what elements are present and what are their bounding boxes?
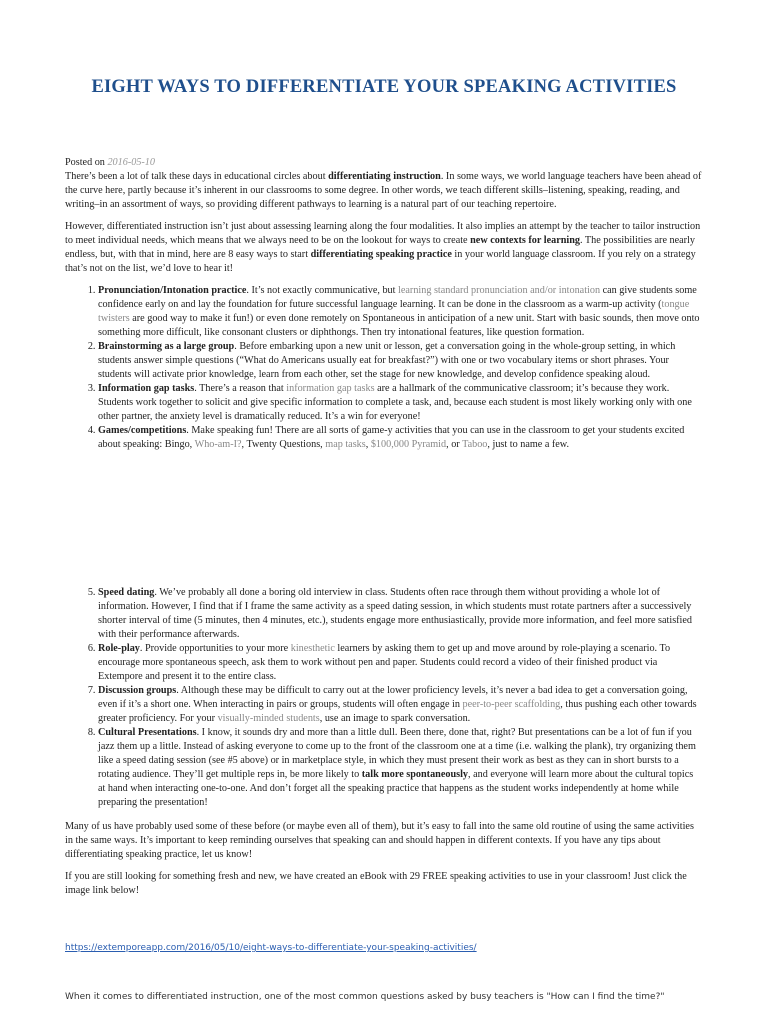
intro-paragraph-2 <box>65 220 703 276</box>
item-title: Cultural Presentations <box>98 727 197 738</box>
list-item <box>98 424 703 452</box>
list-item <box>98 340 703 382</box>
closing-paragraph-2: If you are still looking for something fresh and new, we have created an eBook with 29 FREE speaking activities to use in your classroom! Just click the image link below! <box>65 871 687 896</box>
intro-paragraph-1 <box>65 170 703 212</box>
list-item <box>98 726 703 810</box>
item-title: Pronunciation/Intonation practice <box>98 285 247 296</box>
source-url-link[interactable]: https://extemporeapp.com/2016/05/10/eight-ways-to-differentiate-your-speaking-activities/ <box>65 943 477 953</box>
item-link[interactable]: $100,000 Pyramid <box>370 439 447 450</box>
item-title: Brainstorming as a large group <box>98 341 235 352</box>
item-text: learners by asking them to get up and move around by role-playing a scenario. To encourage more spontaneous speech, ask them to work without pen and paper. Students could record a video of their finished product via Extempore and present it to the entire class. <box>98 643 671 682</box>
intro1-text-a: There’s been a lot of talk these days in educational circles about <box>65 171 329 182</box>
item-link[interactable]: map tasks <box>325 439 366 450</box>
intro2-text-e: in your world language classroom. If you rely on a strategy that’s not on the list, we’d love to hear it! <box>65 249 696 274</box>
item-bold: talk more spontaneously <box>361 769 468 780</box>
item-text: can give students some confidence early on and lay the foundation for future successful language learning. It can be done in the classroom as a warm-up activity ( <box>98 285 697 310</box>
item-text: . We’ve probably all done a boring old interview in class. Students often race through them without providing a whole lot of information. However, I find that if I frame the same activity as a speed dating session, in which students must rotate partners after a successively shorter interval of time (5 minutes, then 4 minutes, etc.), students engage more enthusiastically, provide more information, and feel more satisfied with their performance afterwards. <box>98 587 693 640</box>
item-title: Information gap tasks <box>98 383 195 394</box>
item-link[interactable]: learning standard pronunciation and/or intonation <box>398 285 601 296</box>
item-link[interactable]: Taboo <box>462 439 488 450</box>
item-text: are good way to make it fun!) or even done remotely on Spontaneous in anticipation of a new unit. Start with basic sounds, then move onto something more difficult, like consonant clusters or diphthongs. Then try intonational features, like question formation. <box>98 313 700 338</box>
post-meta <box>65 156 703 170</box>
item-text: , Twenty Questions, <box>241 439 326 450</box>
item-text: , just to name a few. <box>487 439 570 450</box>
item-link[interactable]: visually-minded students <box>217 713 320 724</box>
item-text: , thus pushing each other towards greater proficiency. For your <box>98 699 697 724</box>
item-link[interactable]: kinesthetic <box>290 643 335 654</box>
intro1-text-c: . In some ways, we world language teachers have been ahead of the curve here, partly because it’s inherent in our classrooms to some degree. In other words, we teach different skills–listening, speaking, reading, and writing–in an assortment of ways, so providing different pathways to learning is a natural part of our teaching repertoire. <box>65 171 702 210</box>
list-item <box>98 684 703 726</box>
list-item <box>98 382 703 424</box>
item-text: , or <box>446 439 463 450</box>
list-item <box>98 642 703 684</box>
article-body <box>65 156 703 906</box>
item-text: . There’s a reason that <box>194 383 287 394</box>
list-spacer <box>98 452 703 586</box>
intro2-text-a: However, differentiated instruction isn’t just about assessing learning along the four modalities. It also implies an attempt by the teacher to tailor instruction to meet individual needs, which means that we always need to be on the lookout for ways to create <box>65 221 701 246</box>
intro1-bold[interactable]: differentiating instruction <box>328 171 441 182</box>
item-title: Games/competitions <box>98 425 187 436</box>
item-link[interactable]: Who-am-I? <box>194 439 242 450</box>
post-date[interactable]: 2016-05-10 <box>107 157 155 168</box>
page-title: EIGHT WAYS TO DIFFERENTIATE YOUR SPEAKING ACTIVITIES <box>91 77 677 97</box>
closing-paragraph-1: Many of us have probably used some of these before (or maybe even all of them), but it’s easy to fall into the same old routine of using the same activities in the same ways. It’s important to keep reminding ourselves that speaking can and should happen in different contexts. If you have any tips about differentiating speaking practice, let us know! <box>65 821 694 860</box>
item-text: . Provide opportunities to your more <box>139 643 291 654</box>
intro2-bold-2: differentiating speaking practice <box>310 249 452 260</box>
ways-list <box>65 284 703 810</box>
intro2-bold-1: new contexts for learning <box>470 235 581 246</box>
item-title: Role-play <box>98 643 140 654</box>
item-text: . Make speaking fun! There are all sorts of game-y activities that you can use in the classroom to get your students excited about speaking: Bingo, <box>98 425 685 450</box>
item-title: Discussion groups <box>98 685 177 696</box>
item-text: are a hallmark of the communicative classroom; it’s because they work. Students work together to solicit and give specific information to complete a task, and, because each student is most likely working only with one other partner, the anxiety level is dramatically reduced. It’s a win for everyone! <box>98 383 692 422</box>
item-text: , and everyone will learn more about the cultural topics at hand when interacting one-to-one. And don’t forget all the speaking practice that happens as the student works independently at home while preparing the presentation! <box>98 769 694 808</box>
posted-label: Posted on <box>65 157 105 168</box>
footer-text: When it comes to differentiated instruction, one of the most common questions asked by busy teachers is "How can I find the time?" <box>65 992 665 1002</box>
item-text: , use an image to spark conversation. <box>319 713 471 724</box>
item-text: . It’s not exactly communicative, but <box>246 285 399 296</box>
list-item <box>98 586 703 642</box>
item-link[interactable]: information gap tasks <box>286 383 375 394</box>
intro2-text-c: . The possibilities are nearly endless, but, with that in mind, here are 8 easy ways to start <box>65 235 695 260</box>
list-item <box>98 284 703 340</box>
item-title: Speed dating <box>98 587 155 598</box>
item-text: . Although these may be difficult to carry out at the lower proficiency levels, it’s never a bad idea to get a conversation going, even if it’s a short one. When interacting in pairs or groups, students will often engage in <box>98 685 688 710</box>
item-text: . Before embarking upon a new unit or lesson, get a conversation going in the whole-group setting, in which students answer simple questions (“What do Americans usually eat for breakfast?”) with one or two vocabulary items or short phrases. Your students will activate prior knowledge, learn from each other, set the stage for new knowledge, and develop confidence speaking aloud. <box>98 341 676 380</box>
item-text: . I know, it sounds dry and more than a little dull. Been there, done that, right? But presentations can be a lot of fun if you jazz them up a little. Instead of asking everyone to come up to the front of the classroom one at a time (i.e. walking the plank), try organizing them like a speed dating session (see #5 above) or in marketplace style, in which they must present their work as best as they can in short bursts to a rotating audience. They’ll get multiple reps in, be more likely to <box>98 727 696 780</box>
item-link[interactable]: tongue twisters <box>98 299 690 324</box>
item-text: , <box>365 439 371 450</box>
item-link[interactable]: peer-to-peer scaffolding <box>462 699 561 710</box>
